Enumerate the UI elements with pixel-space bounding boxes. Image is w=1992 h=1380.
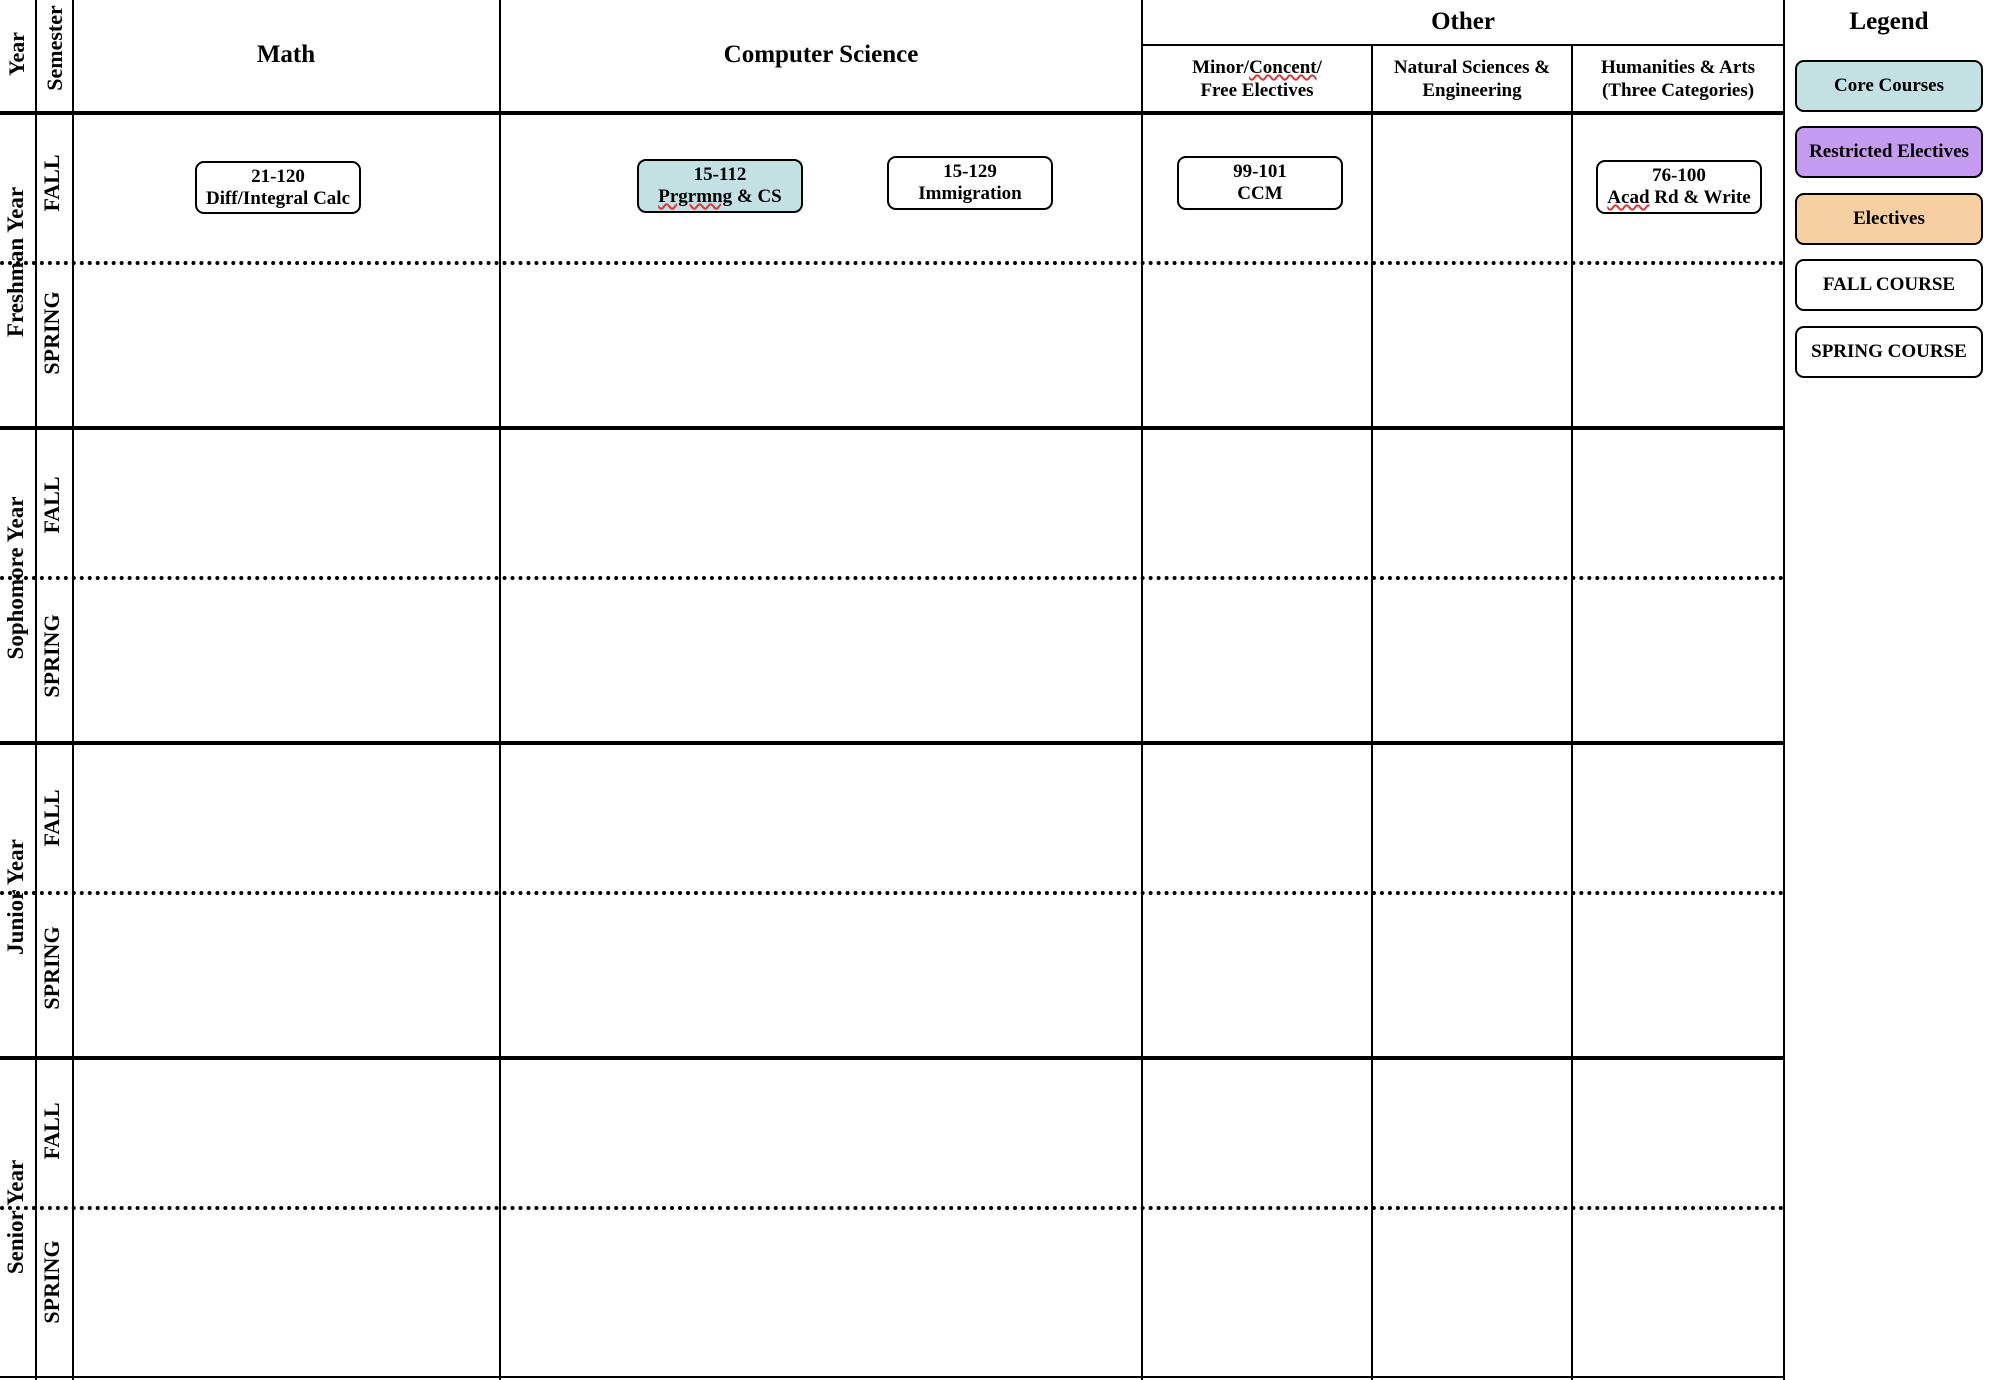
freshman-fall-label: FALL: [39, 154, 64, 212]
junior-spring-label: SPRING: [39, 926, 64, 1010]
senior-bottom-line: [0, 1376, 1785, 1378]
semester-column-header: Semester: [42, 5, 67, 91]
sophomore-year-label: Sophomore Year: [3, 496, 28, 660]
junior-year-label: Junior Year: [3, 839, 28, 955]
freshman-year-label: Freshman Year: [3, 186, 28, 338]
legend-title: Legend: [1849, 8, 1929, 35]
course-15-129[interactable]: [887, 156, 1053, 210]
course-15-112[interactable]: [637, 159, 803, 213]
natsci-header-line2: Engineering: [1422, 80, 1522, 101]
grid-vline-year: [35, 0, 37, 1380]
other-column-header: Other: [1431, 8, 1495, 35]
junior-bottom-line: [0, 1056, 1785, 1060]
sophomore-semester-divider: [0, 576, 1785, 580]
legend-restricted-electives[interactable]: Restricted Electives: [1795, 126, 1983, 178]
other-subheader-line: [1142, 44, 1784, 46]
humanities-arts-header: [1572, 47, 1784, 111]
grid-vline-minor: [1371, 46, 1373, 1380]
course-name: Diff/Integral Calc: [205, 187, 351, 209]
course-76-100[interactable]: [1596, 160, 1762, 214]
course-code: 21-120: [251, 165, 305, 187]
course-name: Immigration: [918, 183, 1022, 204]
sophomore-spring-label: SPRING: [39, 614, 64, 698]
course-code: 15-112: [693, 164, 747, 185]
senior-semester-divider: [0, 1206, 1785, 1210]
legend-core-courses[interactable]: Core Courses: [1795, 60, 1983, 112]
senior-spring-label: SPRING: [39, 1240, 64, 1324]
cs-column-header: Computer Science: [723, 41, 919, 68]
course-name: Prgrmng & CS: [658, 186, 782, 207]
legend-electives[interactable]: Electives: [1795, 193, 1983, 245]
freshman-semester-divider: [0, 261, 1785, 265]
minor-header-line2: Free Electives: [1200, 80, 1314, 101]
course-99-101[interactable]: [1177, 156, 1343, 210]
course-code: 99-101: [1233, 161, 1287, 182]
hum-header-line2: (Three Categories): [1601, 80, 1755, 101]
course-code: 76-100: [1652, 165, 1706, 186]
grid-vline-cs: [1141, 0, 1143, 1380]
sophomore-fall-label: FALL: [39, 476, 64, 534]
course-name: CCM: [1237, 183, 1283, 204]
junior-fall-label: FALL: [39, 789, 64, 847]
minor-electives-header: [1142, 47, 1372, 111]
course-21-120[interactable]: [195, 161, 361, 214]
grid-vline-natsci: [1571, 46, 1573, 1380]
senior-year-label: Senior Year: [3, 1159, 28, 1275]
grid-vline-hum: [1783, 0, 1785, 1380]
grid-vline-math: [499, 0, 501, 1380]
course-name: Acad Rd & Write: [1607, 187, 1751, 208]
minor-header-line1: Minor/Concent/: [1192, 57, 1322, 78]
freshman-spring-label: SPRING: [39, 291, 64, 375]
math-column-header: Math: [256, 41, 316, 68]
year-column-header: Year: [4, 32, 29, 76]
grid-vline-semester: [72, 0, 74, 1380]
legend-spring-course[interactable]: SPRING COURSE: [1795, 326, 1983, 378]
hum-header-line1: Humanities & Arts: [1600, 57, 1756, 78]
natsci-header-line1: Natural Sciences &: [1393, 57, 1551, 78]
header-bottom-line: [0, 111, 1785, 115]
junior-semester-divider: [0, 891, 1785, 895]
sophomore-bottom-line: [0, 741, 1785, 745]
freshman-bottom-line: [0, 426, 1785, 430]
legend-fall-course[interactable]: FALL COURSE: [1795, 259, 1983, 311]
senior-fall-label: FALL: [39, 1102, 64, 1160]
natural-sciences-header: [1372, 47, 1572, 111]
course-code: 15-129: [943, 161, 997, 182]
